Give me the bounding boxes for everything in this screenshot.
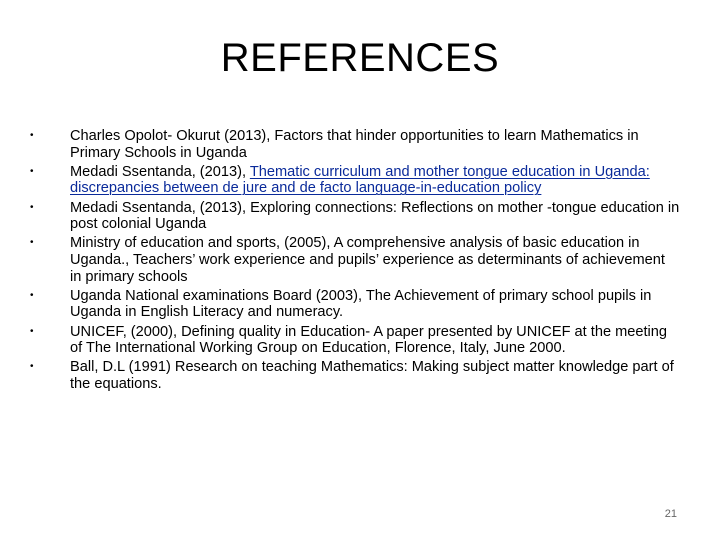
reference-prefix: Medadi Ssentanda, (2013),	[70, 163, 250, 180]
slide-title: REFERENCES	[220, 36, 500, 80]
reference-text: Ball, D.L (1991) Research on teaching Mathematics: Making subject matter knowledge part of the equations.	[70, 359, 674, 392]
reference-hyperlink[interactable]: Thematic curriculum and mother tongue education in Uganda: discrepancies between de jure and de facto language-in-education policy	[70, 163, 650, 197]
bullet-icon: •	[30, 289, 34, 301]
reference-text: Medadi Ssentanda, (2013), Exploring connections: Reflections on mother -tongue education in post colonial Uganda	[70, 199, 680, 233]
bullet-icon: •	[30, 237, 34, 249]
reference-text: UNICEF, (2000), Defining quality in Education- A paper presented by UNICEF at the meeting of The International Working Group on Education, Florence, Italy, June 2000.	[70, 323, 668, 357]
bullet-icon: •	[30, 325, 34, 337]
bullet-icon: •	[30, 361, 34, 373]
reference-text: Uganda National examinations Board (2003), The Achievement of primary school pupils in Uganda in English Literacy and numeracy.	[70, 287, 652, 321]
bullet-icon: •	[30, 130, 34, 141]
bullet-icon: •	[30, 165, 34, 177]
page-number: 21	[664, 508, 677, 520]
reference-item	[30, 200, 680, 233]
reference-item	[30, 324, 680, 357]
reference-list	[30, 128, 680, 395]
reference-item	[30, 288, 680, 321]
reference-text: Ministry of education and sports, (2005), A comprehensive analysis of basic education in Uganda., Teachers’ work experience and pupils’ experience as determinants of achievement in primary schools	[70, 235, 665, 285]
bullet-icon: •	[30, 201, 34, 213]
reference-item	[30, 359, 680, 392]
reference-item	[30, 128, 680, 161]
reference-item	[30, 235, 680, 285]
reference-item	[30, 164, 680, 197]
reference-text: Charles Opolot- Okurut (2013), Factors that hinder opportunities to learn Mathematics in Primary Schools in Uganda	[70, 128, 639, 161]
